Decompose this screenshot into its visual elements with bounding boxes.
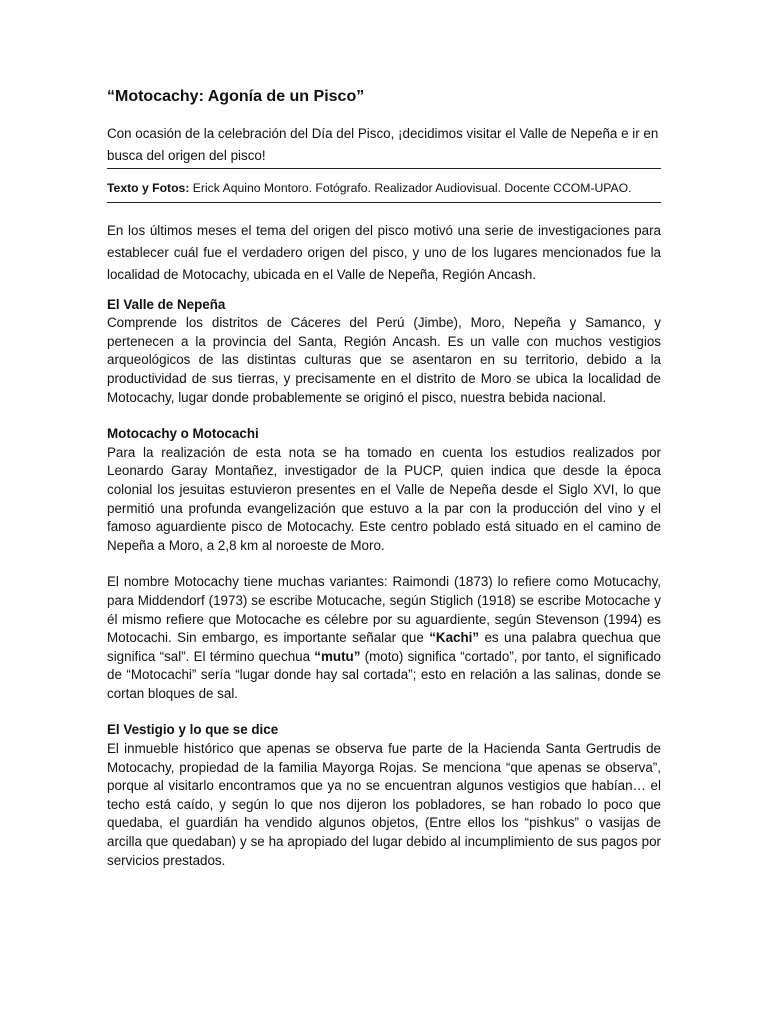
- emphasis-kachi: “Kachi”: [429, 630, 480, 646]
- body-paragraph: El inmueble histórico que apenas se observa fue parte de la Hacienda Santa Gertrudis de Motocachy, propiedad de la familia Mayorga Rojas. Se menciona “que apenas se observa”, porque al visitarlo encontramos que ya no se encuentran algunos vestigios que habían… el techo está caído, y según lo que nos dijeron los pobladores, se han robado lo poco que quedaba, el guardián ha vendido algunos objetos, (Entre ellos los “pishkus” o vasijas de arcilla que quedaban) y se ha apropiado del lugar debido al incumplimiento de sus pagos por servicios prestados.: [107, 741, 661, 868]
- body-paragraph: Para la realización de esta nota se ha tomado en cuenta los estudios realizados por Leonardo Garay Montañez, investigador de la PUCP, quien indica que desde la época colonial los jesuitas estuvieron presentes en el Valle de Nepeña desde el Siglo XVI, lo que permitió una profunda evangelización que estuvo a la par con la producción del vino y el famoso aguardiente pisco de Motocachy. Este centro poblado está situado en el camino de Nepeña a Moro, a 2,8 km al noroeste de Moro.: [107, 444, 661, 553]
- credits-label: Texto y Fotos:: [107, 180, 190, 195]
- article-title: “Motocachy: Agonía de un Pisco”: [107, 88, 365, 105]
- section-motocachy: [107, 425, 661, 703]
- body-paragraph: [107, 573, 661, 703]
- article-intro: Con ocasión de la celebración del Día del Pisco, ¡decidimos visitar el Valle de Nepeña e ir en busca del origen del pisco!: [107, 125, 659, 163]
- text-run: El nombre Motocachy tiene muchas variantes: Raimondi (1873) lo refiere como Motucachy, para Middendorf (1973) se escribe Motucache, según Stiglich (1918) se escribe Motocache y él mismo refiere que Motocache es célebre por su aguardiente, según Stevenson (1994) es Motocachi. Sin embargo, es importante señalar que: [107, 574, 661, 646]
- section-vestigio: [107, 721, 661, 870]
- emphasis-mutu: “mutu”: [314, 648, 361, 664]
- lead-paragraph: En los últimos meses el tema del origen del pisco motivó una serie de investigaciones para establecer cuál fue el verdadero origen del pisco, y uno de los lugares mencionados fue la localidad de Motocachy, ubicada en el Valle de Nepeña, Región Ancash.: [107, 222, 661, 282]
- document-page: [107, 88, 661, 870]
- text-run: (moto) significa “cortado”, por tanto, el significado de “Motocachi” sería “lugar donde hay sal cortada”; esto en relación a las salinas, donde se cortan bloques de sal.: [107, 648, 662, 701]
- credits-text: Erick Aquino Montoro. Fotógrafo. Realizador Audiovisual. Docente CCOM-UPAO.: [189, 180, 632, 195]
- text-run: es una palabra quechua que significa “sal”. El término quechua: [107, 630, 661, 664]
- divider: [107, 168, 661, 169]
- section-heading: El Vestigio y lo que se dice: [107, 722, 279, 738]
- section-heading: Motocachy o Motocachi: [107, 426, 259, 442]
- section-valle-nepena: [107, 296, 661, 408]
- section-heading: El Valle de Nepeña: [107, 296, 226, 312]
- divider: [107, 202, 661, 203]
- body-paragraph: Comprende los distritos de Cáceres del Perú (Jimbe), Moro, Nepeña y Samanco, y pertenecen a la provincia del Santa, Región Ancash. Es un valle con muchos vestigios arqueológicos de las distintas culturas que se asentaron en su territorio, debido a la productividad de sus tierras, y precisamente en el distrito de Moro se ubica la localidad de Motocachy, lugar donde probablemente se originó el pisco, nuestra bebida nacional.: [107, 315, 661, 405]
- credits-line: [107, 180, 661, 196]
